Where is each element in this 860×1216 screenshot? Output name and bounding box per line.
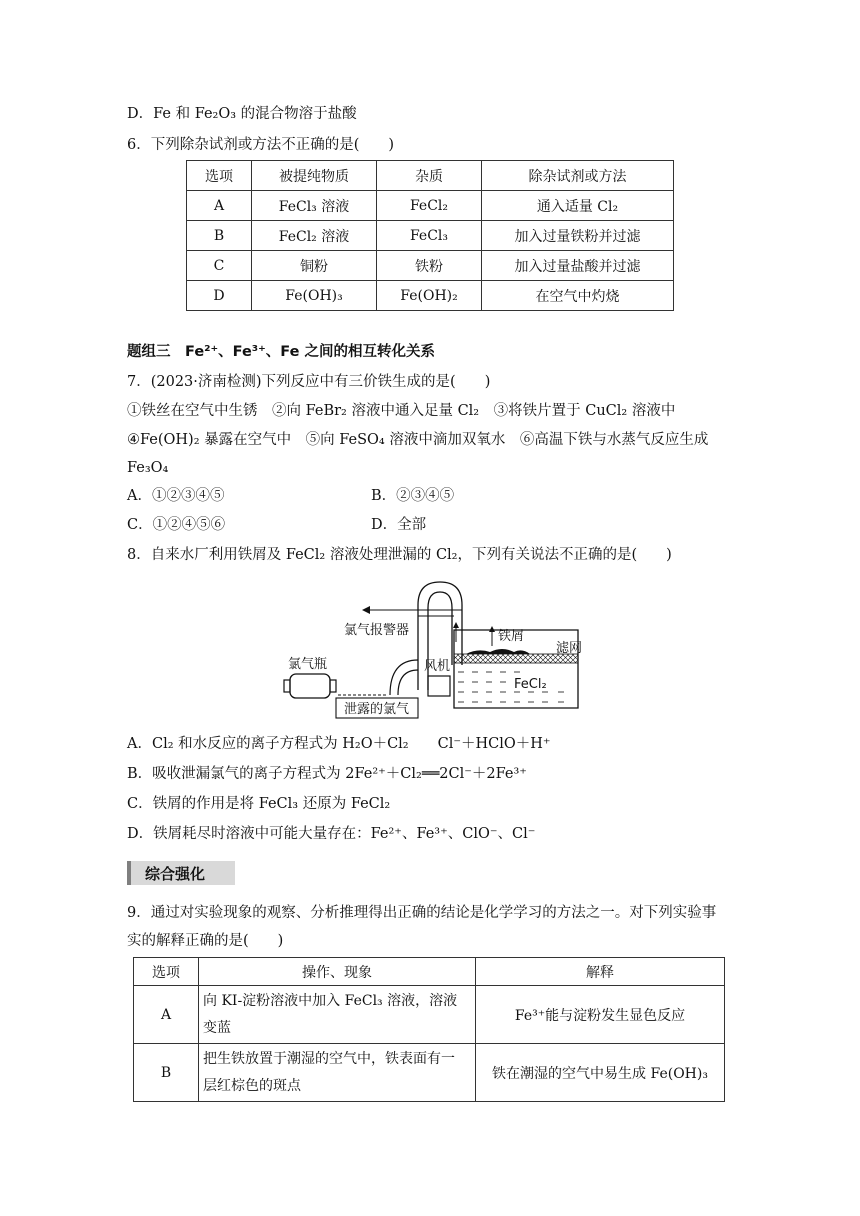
cylinder-cap-left — [284, 680, 290, 692]
q8-option-b: B．吸收泄漏氯气的离子方程式为 2Fe²⁺＋Cl₂══2Cl⁻＋2Fe³⁺ — [127, 766, 527, 782]
liquid-pattern — [458, 672, 564, 702]
alarm-arrow-head — [362, 606, 370, 614]
table-row — [134, 1044, 725, 1102]
table-cell: A — [187, 191, 252, 221]
table-cell: 铁在潮湿的空气中易生成 Fe(OH)₃ — [476, 1044, 725, 1102]
iron-filings — [466, 649, 530, 654]
q9-stem-line2: 实的解释正确的是( ) — [127, 933, 284, 949]
table-cell: 加入过量盐酸并过滤 — [482, 251, 674, 281]
q5-option-d: D．Fe 和 Fe₂O₃ 的混合物溶于盐酸 — [127, 106, 357, 122]
up-arrow-head — [453, 622, 459, 628]
table-cell: FeCl₂ — [377, 191, 482, 221]
iron-arrow-head — [489, 626, 495, 632]
cell-line: 层红棕色的斑点 — [203, 1077, 301, 1094]
inner-pipe — [428, 592, 452, 690]
table-header-row — [134, 958, 725, 986]
table-cell: 加入过量铁粉并过滤 — [482, 221, 674, 251]
cylinder-cap-right — [330, 680, 336, 692]
q7-line1: ①铁丝在空气中生锈 ②向 FeBr₂ 溶液中通入足量 Cl₂ ③将铁片置于 CuCl₂ 溶液中 — [127, 403, 676, 419]
table-cell: Fe³⁺能与淀粉发生显色反应 — [476, 986, 725, 1044]
table-cell: FeCl₃ — [377, 221, 482, 251]
q6-table — [186, 160, 674, 311]
table-row — [187, 221, 674, 251]
label-net: 滤网 — [556, 641, 583, 656]
cell-line: 把生铁放置于潮湿的空气中，铁表面有一 — [203, 1050, 455, 1067]
table-cell — [199, 986, 476, 1044]
header-cell: 除杂试剂或方法 — [482, 161, 674, 191]
q9-stem-line1: 9．通过对实验现象的观察、分析推理得出正确的结论是化学学习的方法之一。对下列实验事 — [127, 905, 717, 921]
q8-option-d: D．铁屑耗尽时溶液中可能大量存在：Fe²⁺、Fe³⁺、ClO⁻、Cl⁻ — [127, 826, 536, 842]
label-iron: 铁屑 — [498, 629, 525, 644]
q7-option-c: C．①②④⑤⑥ — [127, 517, 226, 533]
q7-option-b: B．②③④⑤ — [371, 488, 455, 504]
chlorine-cylinder — [290, 674, 330, 698]
table-cell: Fe(OH)₂ — [377, 281, 482, 311]
label-alarm: 氯气报警器 — [344, 623, 410, 638]
table-cell: FeCl₃ 溶液 — [252, 191, 377, 221]
table-cell: 铜粉 — [252, 251, 377, 281]
table-cell: 在空气中灼烧 — [482, 281, 674, 311]
label-solution: FeCl₂ — [514, 677, 547, 692]
duct-curve — [390, 660, 418, 695]
table-cell: B — [134, 1044, 199, 1102]
fan-box — [428, 676, 450, 696]
label-fan: 风机 — [424, 659, 451, 674]
cell-line: 向 KI-淀粉溶液中加入 FeCl₃ 溶液，溶液 — [203, 992, 458, 1009]
header-cell: 选项 — [134, 958, 199, 986]
table-cell: 通入适量 Cl₂ — [482, 191, 674, 221]
table-row — [134, 986, 725, 1044]
header-cell: 解释 — [476, 958, 725, 986]
q7-stem: 7．(2023·济南检测)下列反应中有三价铁生成的是( ) — [127, 374, 491, 390]
cell-line: 变蓝 — [203, 1019, 231, 1036]
q7-option-d: D．全部 — [371, 517, 427, 533]
header-cell: 选项 — [187, 161, 252, 191]
section-title: 综合强化 — [145, 865, 206, 883]
header-cell: 操作、现象 — [199, 958, 476, 986]
duct-curve-inner — [398, 670, 418, 695]
label-leak: 泄露的氯气 — [344, 702, 410, 717]
q6-stem: 6．下列除杂试剂或方法不正确的是( ) — [127, 137, 395, 153]
table-cell: A — [134, 986, 199, 1044]
table-cell — [199, 1044, 476, 1102]
table-cell: D — [187, 281, 252, 311]
table-header-row — [187, 161, 674, 191]
group3-title: 题组三 Fe²⁺、Fe³⁺、Fe 之间的相互转化关系 — [127, 344, 436, 360]
q9-table — [133, 957, 725, 1102]
chlorine-treatment-diagram — [278, 580, 598, 720]
q7-line2: ④Fe(OH)₂ 暴露在空气中 ⑤向 FeSO₄ 溶液中滴加双氧水 ⑥高温下铁与水蒸气反应生成 — [127, 432, 709, 448]
table-cell: FeCl₂ 溶液 — [252, 221, 377, 251]
table-cell: C — [187, 251, 252, 281]
table-row — [187, 281, 674, 311]
label-cylinder: 氯气瓶 — [288, 657, 328, 672]
table-row — [187, 191, 674, 221]
section-heading — [127, 861, 235, 885]
table-cell: Fe(OH)₃ — [252, 281, 377, 311]
header-cell: 杂质 — [377, 161, 482, 191]
header-cell: 被提纯物质 — [252, 161, 377, 191]
table-cell: B — [187, 221, 252, 251]
table-cell: 铁粉 — [377, 251, 482, 281]
q8-stem: 8．自来水厂利用铁屑及 FeCl₂ 溶液处理泄漏的 Cl₂，下列有关说法不正确的是( ) — [127, 547, 672, 563]
q7-line3: Fe₃O₄ — [127, 460, 169, 476]
table-row — [187, 251, 674, 281]
q8-option-c: C．铁屑的作用是将 FeCl₃ 还原为 FeCl₂ — [127, 796, 391, 812]
q7-option-a: A．①②③④⑤ — [127, 488, 225, 504]
q8-option-a: A．Cl₂ 和水反应的离子方程式为 H₂O＋Cl₂ Cl⁻＋HClO＋H⁺ — [127, 736, 551, 752]
